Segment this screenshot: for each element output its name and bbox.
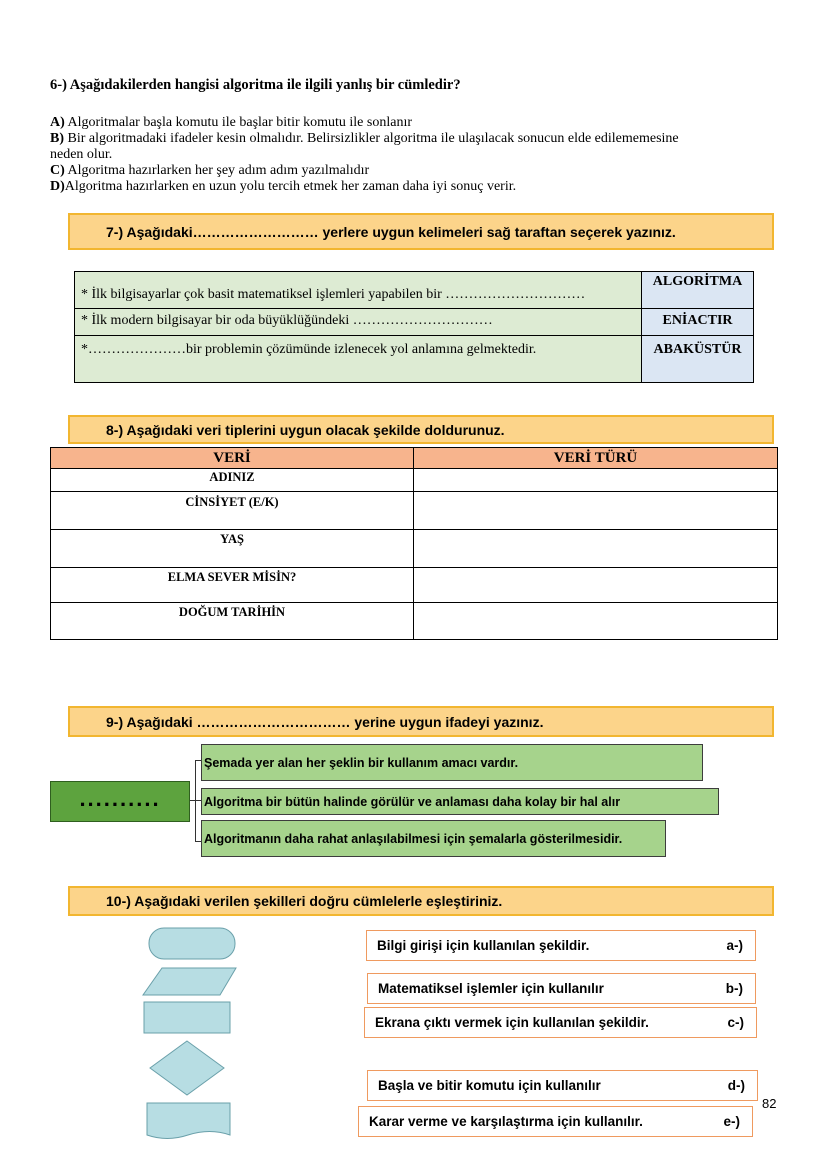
- q7-sentence: * İlk modern bilgisayar bir oda büyüklüğündeki …………………………: [81, 313, 493, 328]
- q7-word: ALGORİTMA: [652, 274, 743, 289]
- divider: [51, 491, 777, 492]
- q8-row-label: CİNSİYET (E/K): [185, 495, 279, 509]
- q8-column-header: VERİ: [213, 450, 251, 466]
- q10-match-label: d-): [727, 1078, 745, 1093]
- q8-table-header: [51, 448, 777, 469]
- q6-option-b: B) Bir algoritmadaki ifadeler kesin olmalıdır. Belirsizlikler algoritma ile ulaşılacak sonucun elde edilememesine: [50, 131, 679, 146]
- q8-row-label: ELMA SEVER MİSİN?: [167, 570, 297, 584]
- display-shape: [147, 1103, 230, 1139]
- q10-match-box: [364, 1007, 757, 1038]
- decision-shape: [150, 1041, 224, 1095]
- q10-match-label: b-): [725, 981, 743, 996]
- q8-column-header: VERİ TÜRÜ: [553, 450, 638, 466]
- q10-match-box: [367, 1070, 758, 1101]
- q6-option-d: D)Algoritma hazırlarken en uzun yolu tercih etmek her zaman daha iyi sonuç verir.: [50, 179, 517, 194]
- question-7-title: 7-) Aşağıdaki……………………… yerlere uygun kelimeleri sağ taraftan seçerek yazınız.: [106, 223, 676, 240]
- question-8-banner: [68, 415, 774, 444]
- q7-sentences-column: [75, 272, 642, 382]
- divider: [75, 308, 753, 309]
- q9-statement-box: Algoritmanın daha rahat anlaşılabilmesi için şemalarla gösterilmesidir.: [201, 820, 666, 857]
- q6-option-c: C) Algoritma hazırlarken her şey adım adım yazılmalıdır: [50, 163, 370, 178]
- q7-word: ABAKÜSTÜR: [653, 342, 742, 357]
- q7-words-column: [642, 272, 753, 382]
- q6-option-a: A) Algoritmalar başla komutu ile başlar bitir komutu ile sonlanır: [50, 115, 412, 130]
- q9-answer-box: ..........: [50, 781, 190, 822]
- q7-word: ENİACTIR: [662, 313, 733, 328]
- q10-match-text: Başla ve bitir komutu için kullanılır: [378, 1078, 601, 1093]
- q8-row-label: ADINIZ: [209, 470, 255, 484]
- question-10-title: 10-) Aşağıdaki verilen şekilleri doğru cümlelerle eşleştiriniz.: [106, 893, 503, 909]
- divider: [75, 335, 753, 336]
- q10-match-text: Ekrana çıktı vermek için kullanılan şekildir.: [375, 1015, 649, 1030]
- divider: [51, 602, 777, 603]
- page-number: 82: [762, 1096, 777, 1111]
- q7-sentence: *…………………bir problemin çözümünde izlenecek yol anlamına gelmektedir.: [81, 342, 537, 357]
- q8-table: [50, 447, 778, 640]
- q10-match-text: Bilgi girişi için kullanılan şekildir.: [377, 938, 590, 953]
- input-output-shape: [143, 968, 236, 995]
- question-10-banner: [68, 886, 774, 916]
- question-9-title: 9-) Aşağıdaki …………………………… yerine uygun ifadeyi yazınız.: [106, 713, 544, 730]
- question-6-title: 6-) Aşağıdakilerden hangisi algoritma ile ilgili yanlış bir cümledir?: [50, 77, 461, 93]
- flowchart-shapes: [140, 924, 245, 1144]
- divider: [413, 448, 414, 639]
- process-shape: [144, 1002, 230, 1033]
- question-7-banner: [68, 213, 774, 250]
- q10-match-label: e-): [723, 1114, 740, 1129]
- q8-row-label: YAŞ: [220, 532, 244, 546]
- q8-row-label: DOĞUM TARİHİN: [178, 605, 286, 619]
- q7-table: [74, 271, 754, 383]
- q10-match-box: [358, 1106, 753, 1137]
- bracket-connector: [190, 800, 201, 801]
- q9-statement-box: Algoritma bir bütün halinde görülür ve anlaması daha kolay bir hal alır: [201, 788, 719, 815]
- q10-match-box: [366, 930, 756, 961]
- q10-match-box: [367, 973, 756, 1004]
- q7-sentence: * İlk bilgisayarlar çok basit matematiksel işlemleri yapabilen bir …………………………: [81, 287, 586, 302]
- q10-match-text: Matematiksel işlemler için kullanılır: [378, 981, 604, 996]
- question-9-banner: [68, 706, 774, 737]
- q10-match-text: Karar verme ve karşılaştırma için kullanılır.: [369, 1114, 643, 1129]
- question-8-title: 8-) Aşağıdaki veri tiplerini uygun olacak şekilde doldurunuz.: [106, 421, 505, 438]
- q6-option-b-continued: neden olur.: [50, 147, 113, 162]
- q9-statement-box: Şemada yer alan her şeklin bir kullanım amacı vardır.: [201, 744, 703, 781]
- terminal-shape: [149, 928, 235, 959]
- divider: [51, 529, 777, 530]
- q10-match-label: c-): [727, 1015, 744, 1030]
- q10-match-label: a-): [726, 938, 743, 953]
- divider: [51, 567, 777, 568]
